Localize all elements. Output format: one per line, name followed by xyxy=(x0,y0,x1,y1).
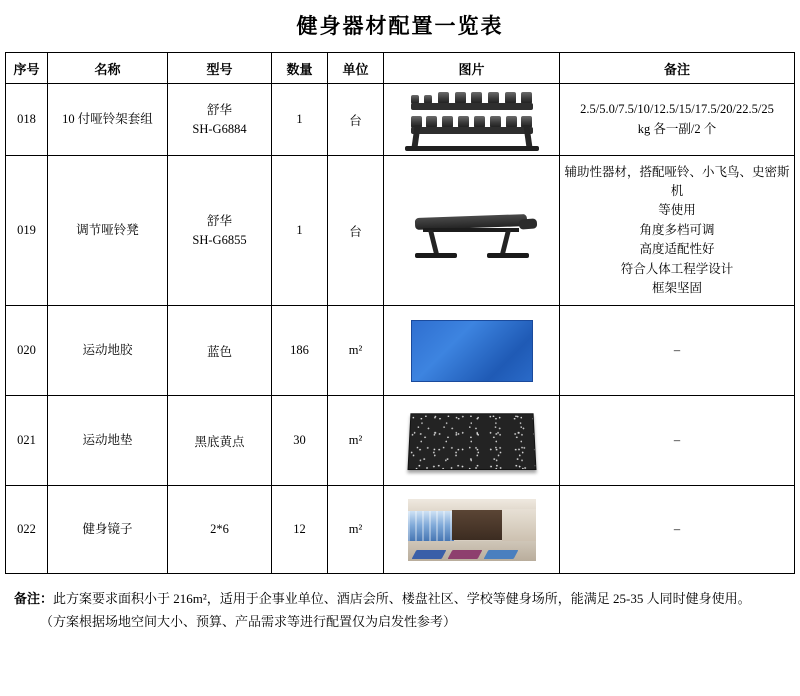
cell-unit: 台 xyxy=(328,156,384,306)
adjustable-bench-photo xyxy=(388,200,555,262)
dumbbell-rack-illustration xyxy=(399,89,545,151)
cell-model: 2*6 xyxy=(168,486,272,574)
column-header-name: 名称 xyxy=(48,53,168,84)
bench-pad-end xyxy=(518,218,537,229)
dumbbell-row-bottom xyxy=(411,115,533,128)
cell-no: 020 xyxy=(6,306,48,396)
cell-no: 018 xyxy=(6,84,48,156)
column-header-no: 序号 xyxy=(6,53,48,84)
bench-frame xyxy=(423,228,519,232)
bench-leg-front xyxy=(428,230,439,254)
cell-qty: 30 xyxy=(272,396,328,486)
cell-model: 蓝色 xyxy=(168,306,272,396)
gym-mirror-room-photo xyxy=(388,499,555,561)
cell-qty: 1 xyxy=(272,156,328,306)
model-brand: 舒华 xyxy=(206,102,232,117)
black-mat-swatch xyxy=(407,413,536,470)
cell-name: 运动地垫 xyxy=(48,396,168,486)
rack-tier-bottom xyxy=(411,127,533,134)
remark-line: 框架坚固 xyxy=(651,280,702,295)
cell-no: 022 xyxy=(6,486,48,574)
cell-name: 健身镜子 xyxy=(48,486,168,574)
cell-model xyxy=(168,156,272,306)
blue-sports-flooring-photo xyxy=(388,320,555,382)
cell-remark xyxy=(560,84,795,156)
cell-unit: m² xyxy=(328,306,384,396)
cell-name: 运动地胶 xyxy=(48,306,168,396)
table-header-row xyxy=(6,53,795,84)
column-header-remark: 备注 xyxy=(560,53,795,84)
cell-remark xyxy=(560,156,795,306)
table-header xyxy=(6,53,795,84)
cell-model xyxy=(168,84,272,156)
cell-qty: 12 xyxy=(272,486,328,574)
cell-model: 黑底黄点 xyxy=(168,396,272,486)
page-title: 健身器材配置一览表 xyxy=(296,14,504,38)
column-header-unit: 单位 xyxy=(328,53,384,84)
rack-tier-top xyxy=(411,103,533,110)
model-brand: 舒华 xyxy=(206,213,232,228)
cell-name: 调节哑铃凳 xyxy=(48,156,168,306)
dumbbell-row-top xyxy=(411,91,533,104)
bench-foot-front xyxy=(415,253,457,258)
cell-name: 10 付哑铃架套组 xyxy=(48,84,168,156)
table-row xyxy=(6,156,795,306)
bench-foot-rear xyxy=(487,253,529,258)
table-row xyxy=(6,84,795,156)
table-row xyxy=(6,396,795,486)
remark-line: 等使用 xyxy=(658,203,696,218)
bench-illustration xyxy=(399,200,545,262)
remark-line: 高度适配性好 xyxy=(639,242,715,257)
footer-note-line-1 xyxy=(14,588,786,611)
dumbbell-rack-photo xyxy=(388,89,555,151)
yoga-mat-blue xyxy=(411,550,446,559)
footer-note-label: 备注： xyxy=(14,591,54,606)
yoga-mat-purple xyxy=(447,550,482,559)
cell-image xyxy=(384,396,560,486)
cell-image xyxy=(384,486,560,574)
bench-leg-rear xyxy=(500,230,511,254)
column-header-model: 型号 xyxy=(168,53,272,84)
cell-remark: – xyxy=(560,486,795,574)
footer-note xyxy=(14,588,786,634)
remark-line: 辅助性器材，搭配哑铃、小飞鸟、史密斯机 xyxy=(564,164,790,199)
cell-remark: – xyxy=(560,306,795,396)
remark-line: 符合人体工程学设计 xyxy=(620,261,734,276)
cell-unit: m² xyxy=(328,396,384,486)
mirror-room-illustration xyxy=(408,499,536,561)
cell-unit: 台 xyxy=(328,84,384,156)
table-row xyxy=(6,306,795,396)
cell-image xyxy=(384,84,560,156)
back-wall xyxy=(452,510,504,540)
equipment-table xyxy=(5,52,795,574)
yoga-mat-lightblue xyxy=(483,550,518,559)
cell-image xyxy=(384,306,560,396)
cell-no: 021 xyxy=(6,396,48,486)
remark-line: 角度多档可调 xyxy=(639,222,715,237)
cell-remark: – xyxy=(560,396,795,486)
cell-unit: m² xyxy=(328,486,384,574)
cell-qty: 1 xyxy=(272,84,328,156)
remark-line: 2.5/5.0/7.5/10/12.5/15/17.5/20/22.5/25 xyxy=(580,102,774,117)
table-body xyxy=(6,84,795,574)
footer-note-text: 此方案要求面积小于 216m²，适用于企事业单位、酒店会所、楼盘社区、学校等健身场所，能满足 25-35 人同时健身使用。 xyxy=(53,591,751,606)
table-row xyxy=(6,486,795,574)
mirror-wall xyxy=(408,511,454,543)
footer-note-line-2: （方案根据场地空间大小、预算、产品需求等进行配置仅为启发性参考） xyxy=(40,613,457,629)
cell-no: 019 xyxy=(6,156,48,306)
blue-flooring-swatch xyxy=(411,320,533,382)
remark-line: kg 各一副/2 个 xyxy=(637,121,717,136)
rack-base xyxy=(405,146,539,151)
right-wall xyxy=(502,509,536,543)
cell-qty: 186 xyxy=(272,306,328,396)
black-rubber-mat-photo xyxy=(388,412,555,470)
column-header-qty: 数量 xyxy=(272,53,328,84)
cell-image xyxy=(384,156,560,306)
model-code: SH-G6884 xyxy=(192,121,247,136)
model-code: SH-G6855 xyxy=(192,232,247,247)
column-header-image: 图片 xyxy=(384,53,560,84)
